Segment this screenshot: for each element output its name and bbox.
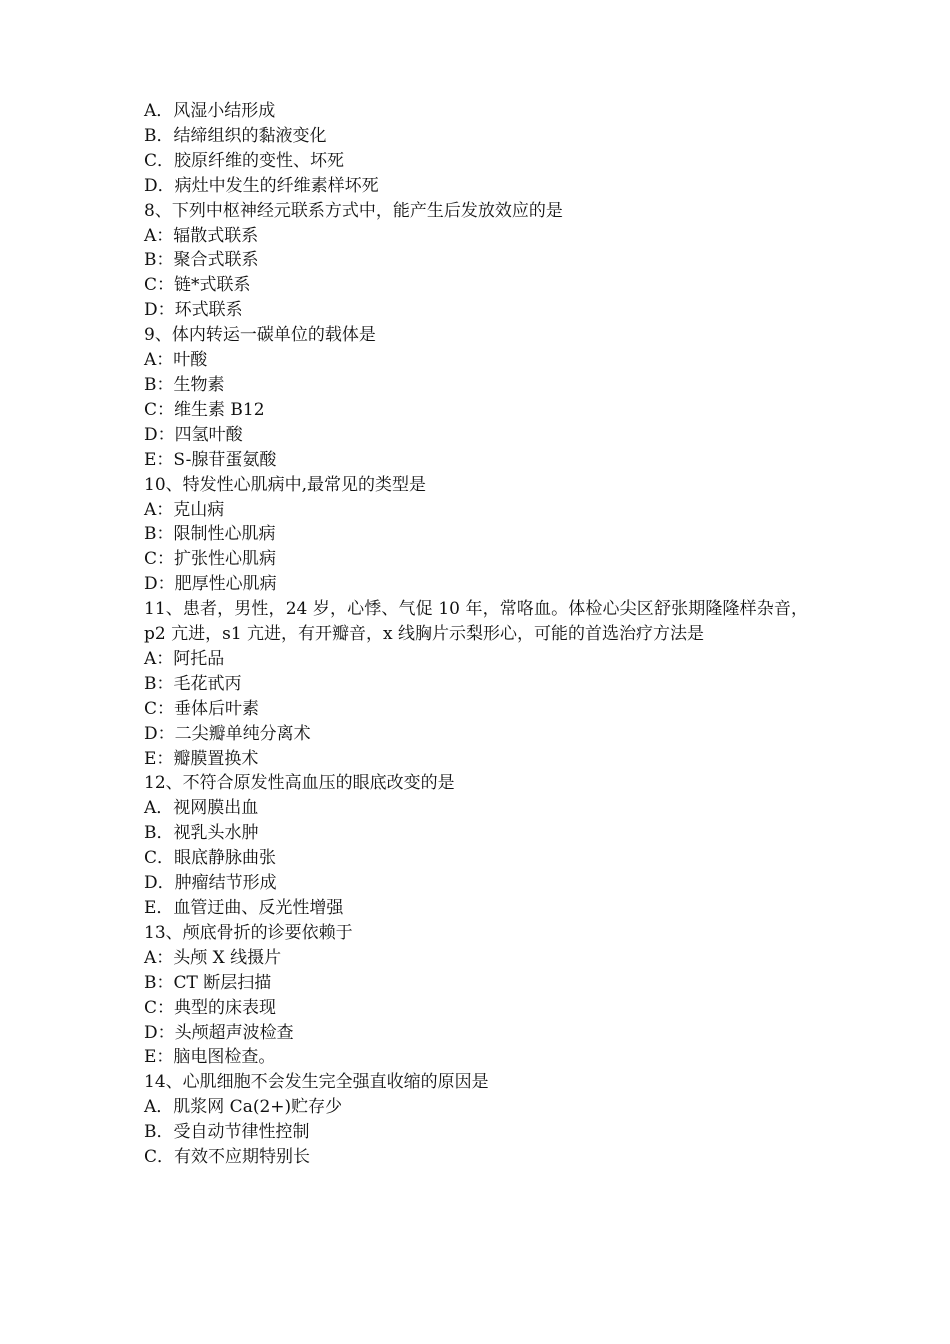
question-14: 14、心肌细胞不会发生完全强直收缩的原因是 — [144, 1072, 489, 1093]
option-line: A：克山病 — [144, 499, 225, 520]
question-11: 11、患者，男性，24 岁，心悸、气促 10 年，常咯血。体检心尖区舒张期隆隆样杂音，p2 亢进，s1 亢进，有开瓣音，x 线胸片示梨形心，可能的首选治疗方法是 — [144, 599, 808, 645]
option-line: E：脑电图检查。 — [144, 1047, 276, 1068]
question-9: 9、体内转运一碳单位的载体是 — [144, 325, 376, 346]
option-line: B：限制性心肌病 — [144, 524, 276, 545]
question-8: 8、下列中枢神经元联系方式中，能产生后发放效应的是 — [144, 200, 563, 221]
option-line: B：毛花甙丙 — [144, 673, 242, 694]
option-line: B．受自动节律性控制 — [144, 1122, 310, 1143]
option-line: C：链*式联系 — [144, 275, 251, 296]
option-line: C：垂体后叶素 — [144, 698, 260, 719]
page-content — [144, 99, 808, 1170]
option-line: E．血管迂曲、反光性增强 — [144, 898, 344, 918]
option-line: E：瓣膜置换术 — [144, 748, 259, 769]
option-line: A：叶酸 — [144, 350, 208, 371]
option-line: B：聚合式联系 — [144, 250, 259, 271]
option-line: A．肌浆网 Ca(2+)贮存少 — [144, 1097, 343, 1118]
option-line: C．胶原纤维的变性、坏死 — [144, 150, 345, 171]
option-line: B．视乳头水肿 — [144, 823, 259, 844]
option-line: D：四氢叶酸 — [144, 424, 243, 445]
option-line: A．风湿小结形成 — [144, 101, 276, 121]
option-line: C：典型的床表现 — [144, 997, 277, 1018]
question-13: 13、颅底骨折的诊要依赖于 — [144, 922, 353, 943]
option-line: D．肿瘤结节形成 — [144, 873, 277, 894]
option-line: C．有效不应期特别长 — [144, 1147, 311, 1168]
option-line: A：阿托品 — [144, 648, 225, 669]
option-line: E：S-腺苷蛋氨酸 — [144, 449, 277, 470]
option-line: D．病灶中发生的纤维素样坏死 — [144, 175, 379, 196]
option-line: D：肥厚性心肌病 — [144, 574, 277, 595]
option-line: A．视网膜出血 — [144, 798, 259, 819]
option-line: C．眼底静脉曲张 — [144, 848, 277, 869]
option-line: A：头颅 X 线摄片 — [144, 947, 282, 968]
option-line: C：维生素 B12 — [144, 399, 265, 420]
option-line: C：扩张性心肌病 — [144, 549, 277, 570]
option-line: D：二尖瓣单纯分离术 — [144, 723, 311, 744]
question-12: 12、不符合原发性高血压的眼底改变的是 — [144, 773, 455, 794]
option-line: B：生物素 — [144, 374, 225, 395]
option-line: D：环式联系 — [144, 300, 243, 321]
option-line: A：辐散式联系 — [144, 225, 259, 246]
question-10: 10、特发性心肌病中,最常见的类型是 — [144, 474, 427, 495]
option-line: B．结缔组织的黏液变化 — [144, 125, 327, 146]
option-line: D：头颅超声波检查 — [144, 1022, 294, 1043]
option-line: B：CT 断层扫描 — [144, 972, 272, 993]
